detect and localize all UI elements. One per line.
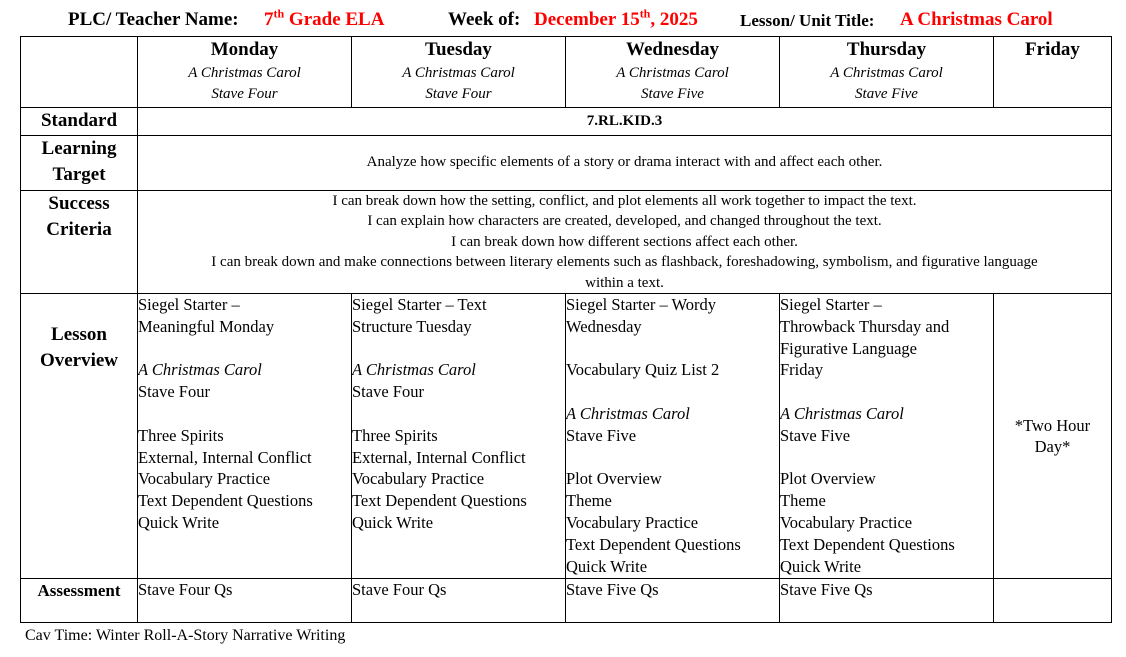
overview-line: Stave Five [566,425,637,445]
plc-label: PLC/ Teacher Name: [68,9,239,30]
overview-line: Stave Five [780,425,851,445]
overview-line: Vocabulary Practice [566,513,699,532]
overview-line: Stave Four [352,382,424,402]
row-label-standard: Standard [21,108,138,136]
overview-line: Vocabulary Practice [780,513,913,532]
overview-line: Structure Tuesday [352,316,472,336]
overview-line [780,381,993,403]
overview-friday [994,294,1112,579]
overview-line: Plot Overview [780,469,876,489]
page-header [0,6,1126,34]
overview-line: Text Dependent Questions [138,491,313,511]
overview-tuesday [352,294,566,579]
day-section: Stave Five [855,86,918,102]
overview-line: Text Dependent Questions [352,491,527,511]
overview-line: Quick Write [138,513,220,532]
criteria-line: I can break down how different sections affect each other. [451,233,798,250]
learning-target-row [21,136,1112,191]
row-label-learning-target [21,136,138,191]
learning-target-value: Analyze how specific elements of a story or drama interact with and affect each other. [138,136,1112,191]
day-section: Stave Four [211,86,278,102]
overview-line: Siegel Starter – Text [352,295,487,315]
overview-line: Quick Write [780,556,862,576]
day-monday [138,37,352,108]
overview-line [566,381,779,403]
overview-thursday [780,294,994,579]
week-pre: December 15 [534,9,640,30]
overview-line [566,338,779,360]
overview-line [138,403,351,425]
overview-wednesday [566,294,780,579]
overview-line: Three Spirits [138,425,224,445]
criteria-line: I can break down and make connections between literary elements such as flashback, foreshadowing, symbolism, and figurative language [211,254,1038,271]
grade-num: 7 [264,9,274,30]
overview-line: Text Dependent Questions [780,534,955,554]
overview-line: Friday [780,360,824,380]
row-label-lesson-overview [21,294,138,579]
overview-line: Text Dependent Questions [566,534,741,554]
row-label-success-criteria [21,191,138,294]
day-name: Thursday [846,39,927,60]
label-line: Target [52,164,106,185]
overview-line: Wednesday [566,316,642,336]
assessment-tuesday: Stave Four Qs [352,579,566,623]
day-book: A Christmas Carol [830,65,943,81]
assessment-friday [994,579,1112,623]
grade-label [264,6,384,34]
overview-line: Vocabulary Quiz List 2 [566,360,720,380]
day-section: Stave Five [641,86,704,102]
label-line: Lesson [51,324,107,346]
day-wednesday [566,37,780,108]
grade-sup: th [273,6,285,21]
day-thursday [780,37,994,108]
week-label: Week of: [448,9,521,30]
overview-line: Throwback Thursday and [780,316,950,336]
overview-line: A Christmas Carol [352,360,476,380]
success-criteria-value [138,191,1112,294]
overview-line: Vocabulary Practice [352,469,485,489]
friday-note-line: *Two Hour [1014,416,1091,436]
lesson-plan-table [20,36,1112,623]
criteria-line: I can explain how characters are created, developed, and changed throughout the text. [367,213,882,230]
friday-note-line: Day* [1034,437,1071,457]
overview-line: Quick Write [352,513,434,532]
day-section: Stave Four [425,86,492,102]
day-book: A Christmas Carol [402,65,515,81]
day-tuesday [352,37,566,108]
day-name: Friday [1025,39,1080,60]
standard-value: 7.RL.KID.3 [138,108,1112,136]
overview-line: Stave Four [138,382,210,402]
overview-line [566,447,779,469]
success-criteria-row [21,191,1112,294]
overview-line: Figurative Language [780,338,917,358]
assessment-row [21,579,1112,623]
overview-line: Siegel Starter – Wordy [566,295,717,315]
day-friday [994,37,1112,108]
day-header-row [21,37,1112,108]
overview-line: External, Internal Conflict [138,447,312,467]
overview-line [780,447,993,469]
assessment-wednesday: Stave Five Qs [566,579,780,623]
label-line: Learning [41,138,117,159]
footer-note: Cav Time: Winter Roll-A-Story Narrative Writing [25,627,346,644]
overview-line: A Christmas Carol [780,404,904,424]
label-line: Criteria [46,219,112,240]
overview-line: Quick Write [566,556,648,576]
corner-cell [21,37,138,108]
week-sup: th [639,6,651,21]
day-book: A Christmas Carol [188,65,301,81]
label-line: Overview [39,350,119,372]
overview-line: A Christmas Carol [138,360,262,380]
assessment-thursday: Stave Five Qs [780,579,994,623]
overview-monday [138,294,352,579]
lesson-title: A Christmas Carol [900,9,1053,30]
row-label-assessment: Assessment [21,579,138,623]
standard-row [21,108,1112,136]
overview-line: Vocabulary Practice [138,469,271,489]
overview-line: Theme [780,491,826,511]
overview-line: A Christmas Carol [566,404,690,424]
overview-line: External, Internal Conflict [352,447,526,467]
assessment-monday: Stave Four Qs [138,579,352,623]
day-name: Tuesday [425,39,492,60]
overview-line: Three Spirits [352,425,438,445]
overview-line: Siegel Starter – [138,295,240,315]
grade-rest: Grade ELA [284,9,385,30]
overview-line: Meaningful Monday [138,316,275,336]
week-date [534,6,698,34]
overview-line: Plot Overview [566,469,662,489]
label-line: Success [48,193,110,214]
lesson-label: Lesson/ Unit Title: [740,11,875,30]
overview-line: Theme [566,491,612,511]
overview-line [352,338,565,360]
criteria-line: I can break down how the setting, conflict, and plot elements all work together to impact the text. [332,193,917,209]
week-post: , 2025 [650,9,698,30]
overview-line [352,403,565,425]
overview-line [138,338,351,360]
day-name: Monday [210,39,279,60]
day-book: A Christmas Carol [616,65,729,81]
criteria-line: within a text. [585,274,664,291]
overview-line: Siegel Starter – [780,295,882,315]
day-name: Wednesday [626,39,719,60]
lesson-overview-row [21,294,1112,579]
